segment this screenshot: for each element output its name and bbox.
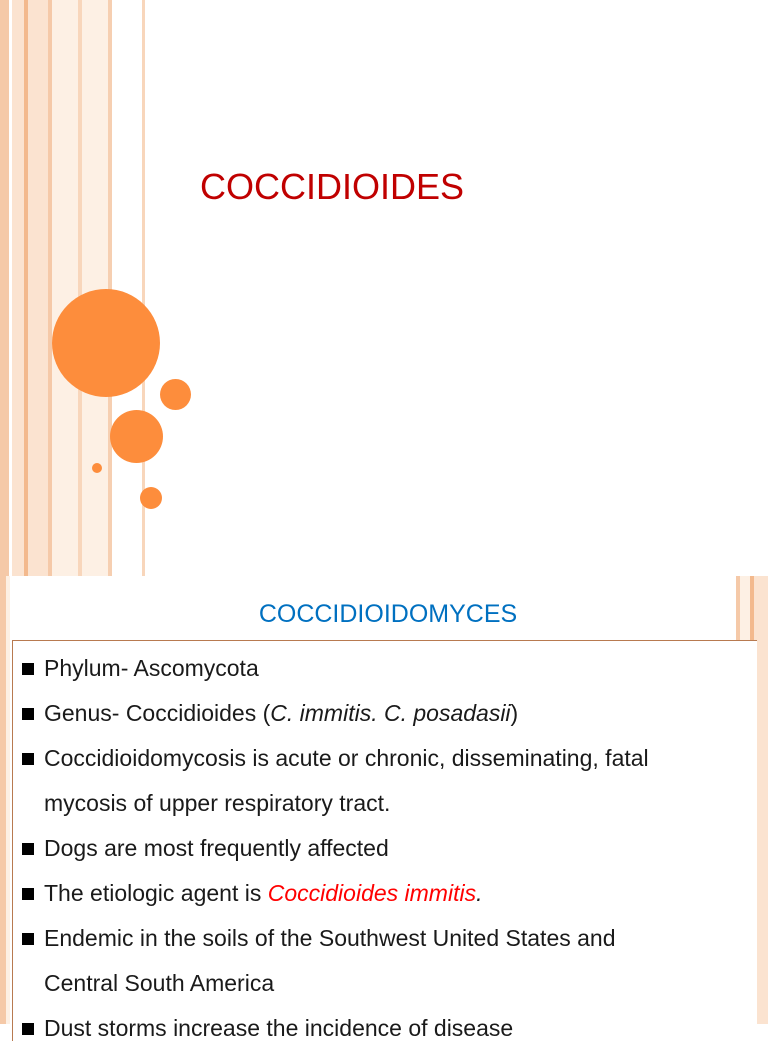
decorative-circle-tiny <box>92 463 102 473</box>
bullet-text: mycosis of upper respiratory tract. <box>44 790 391 816</box>
bullet-list <box>20 646 740 1051</box>
bullet-agent <box>20 871 740 916</box>
bullet-dust <box>20 1006 740 1051</box>
decorative-circle-large <box>52 289 160 397</box>
bullet-text: Genus- Coccidioides ( <box>44 700 271 726</box>
bullet-text: Phylum- Ascomycota <box>44 655 259 681</box>
slide-1-title: COCCIDIOIDES <box>200 166 465 207</box>
bullet-endemic <box>20 916 740 961</box>
decorative-circle-medium <box>110 410 163 463</box>
decorative-circle-small <box>140 487 162 509</box>
bullet-text: Endemic in the soils of the Southwest United States and <box>44 925 616 951</box>
bullet-phylum <box>20 646 740 691</box>
decorative-stripes <box>0 0 150 576</box>
bullet-text: Central South America <box>44 970 275 996</box>
bullet-text: . <box>476 880 483 906</box>
bullet-text: Dust storms increase the incidence of disease <box>44 1015 514 1041</box>
decorative-stripes-left <box>0 576 10 1024</box>
bullet-disease-continued <box>20 781 740 826</box>
decorative-circle <box>160 379 191 410</box>
bullet-text: ) <box>510 700 519 726</box>
bullet-disease <box>20 736 740 781</box>
bullet-endemic-continued <box>20 961 740 1006</box>
slide-2-title: COCCIDIOIDOMYCES <box>258 600 518 628</box>
bullet-text: Dogs are most frequently affected <box>44 835 389 861</box>
bullet-text: The etiologic agent is <box>44 880 268 906</box>
bullet-genus <box>20 691 740 736</box>
species-names: C. immitis. C. posadasii <box>270 700 511 726</box>
bullet-dogs <box>20 826 740 871</box>
agent-name-highlight: Coccidioides immitis <box>267 880 477 906</box>
bullet-text: Coccidioidomycosis is acute or chronic, disseminating, fatal <box>44 745 649 771</box>
slide-2 <box>0 576 768 1041</box>
